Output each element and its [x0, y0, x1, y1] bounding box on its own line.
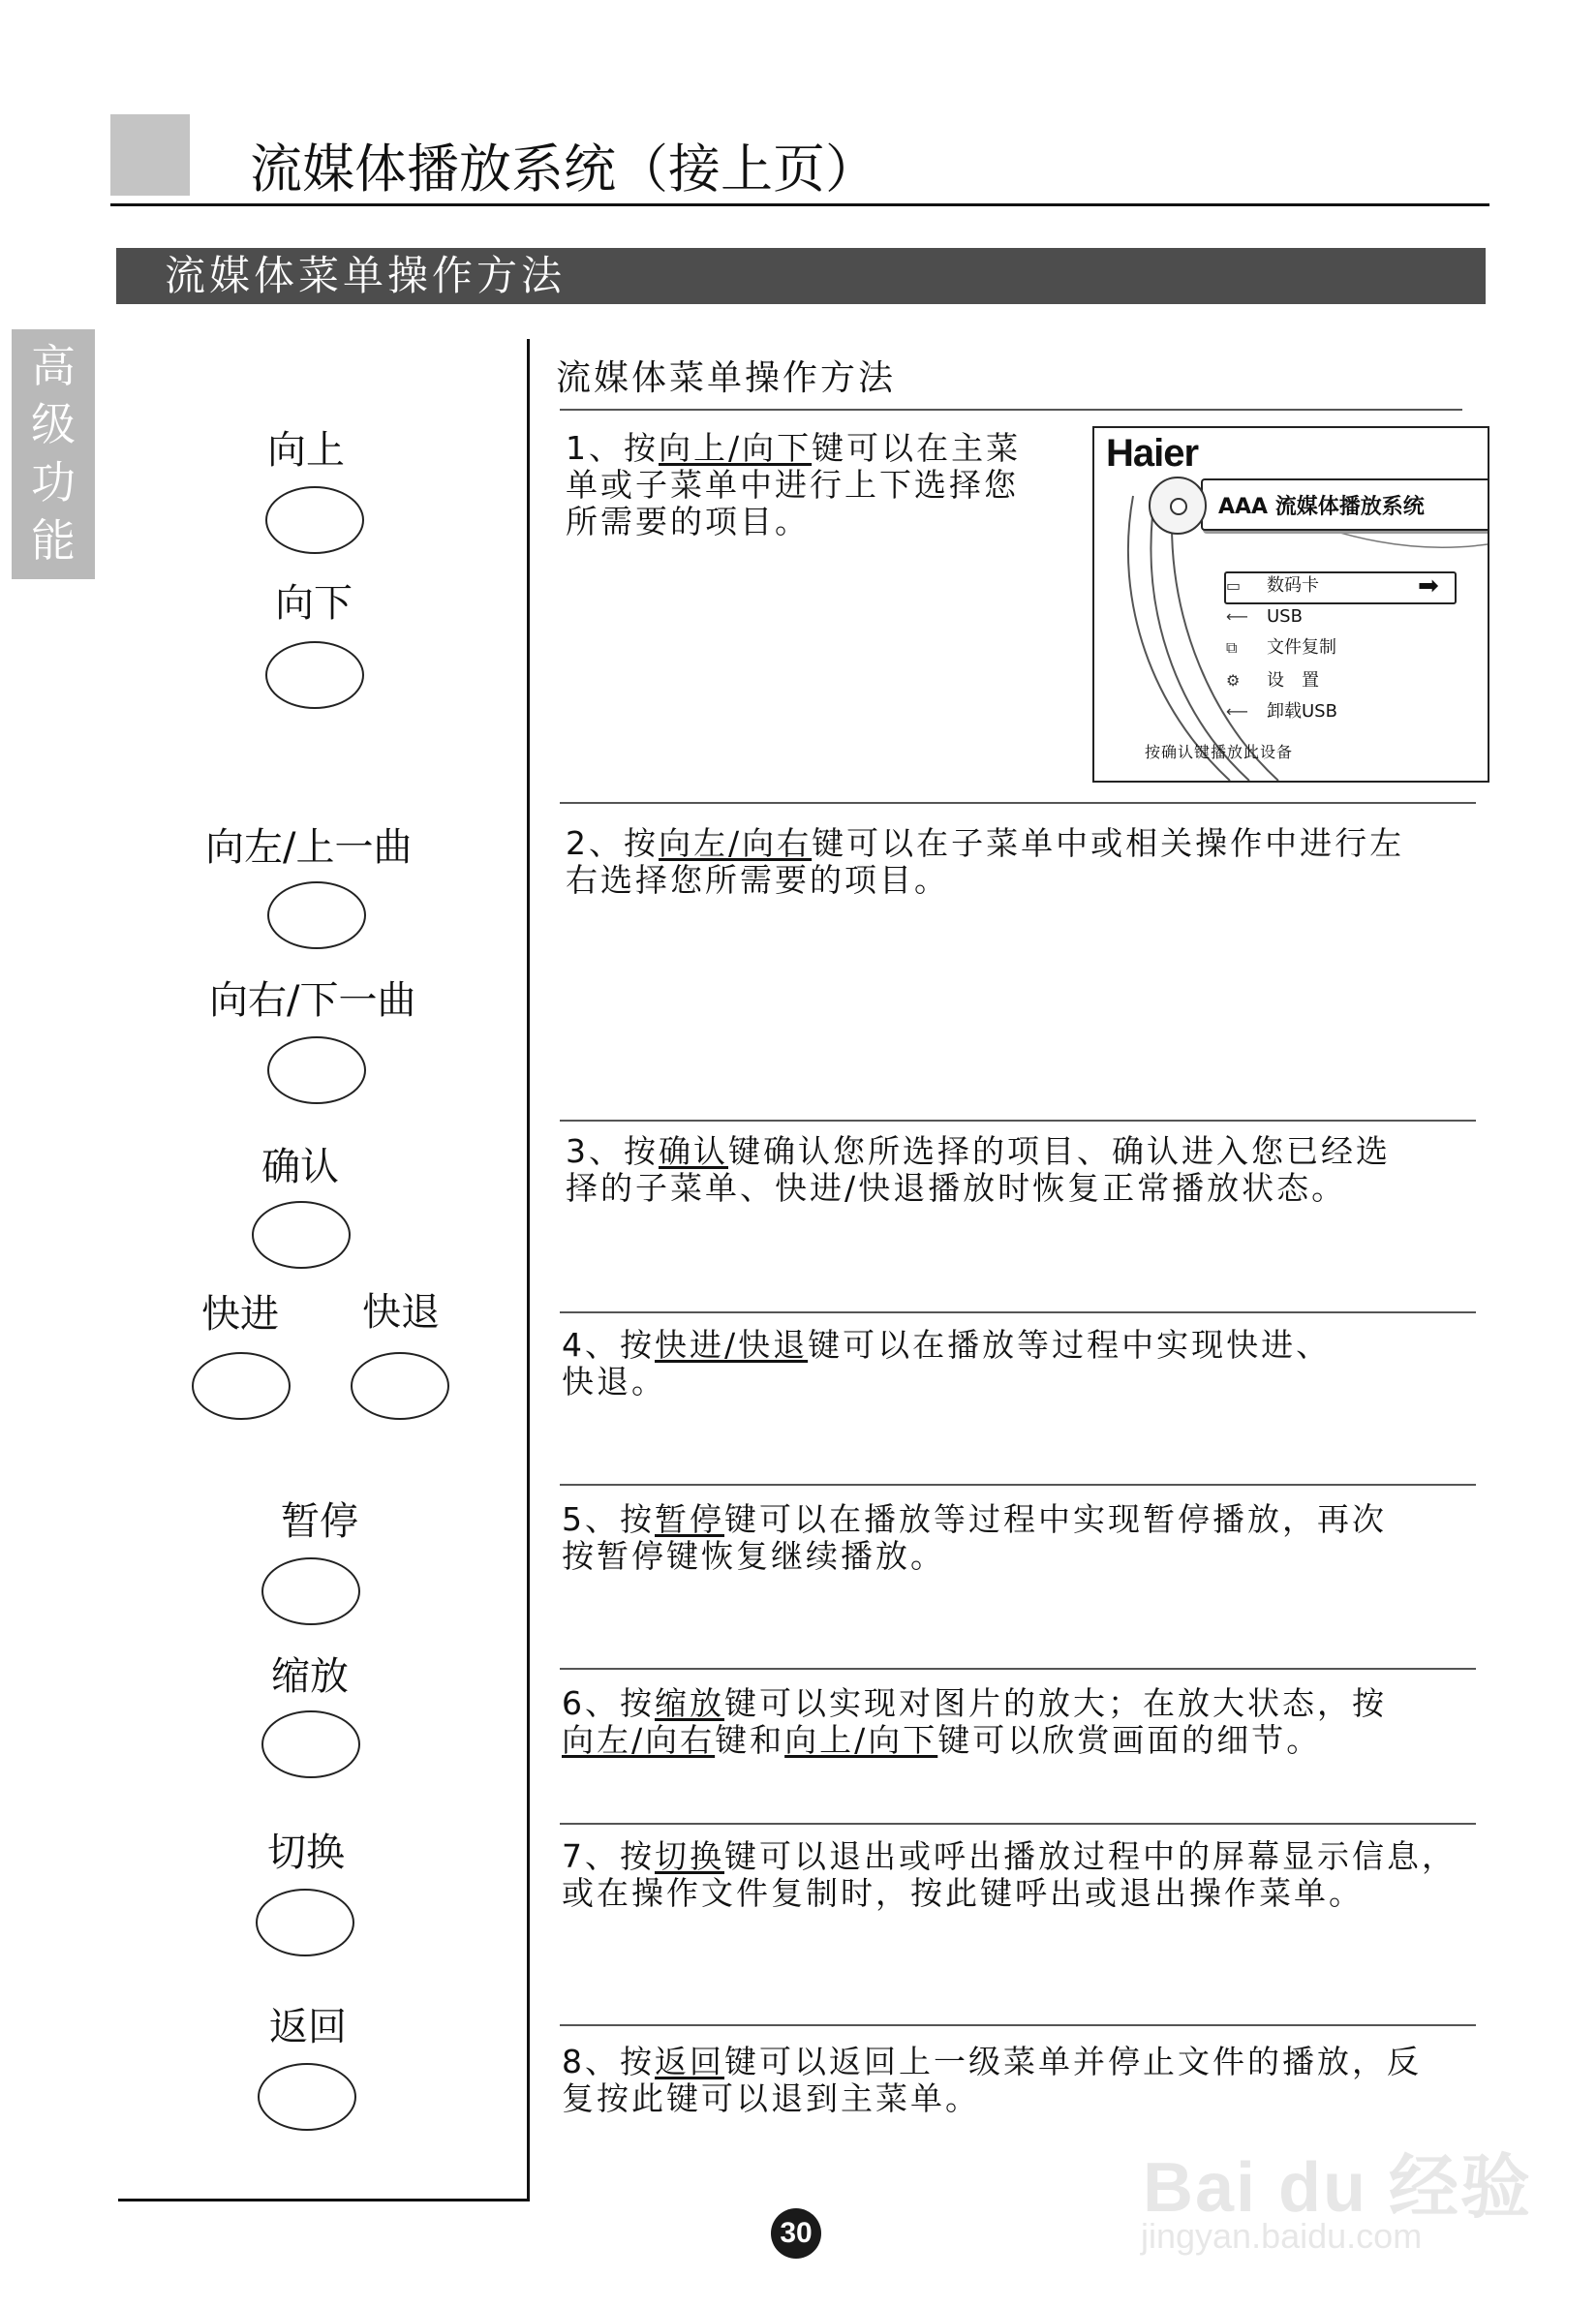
fast-forward-button[interactable]: [192, 1352, 291, 1420]
step-line: [562, 1875, 1457, 1912]
step-text: 键可以退出或呼出播放过程中的屏幕显示信息，: [724, 1837, 1457, 1875]
menu-item[interactable]: [1226, 636, 1336, 660]
step-text: 单或子菜单中进行上下选择您: [566, 466, 1019, 504]
section-title: 流媒体菜单操作方法: [165, 252, 567, 299]
copy-icon: ⧉: [1226, 638, 1238, 657]
menu-item[interactable]: [1226, 574, 1319, 598]
key-name: 暂停: [655, 1500, 724, 1538]
step-line: [562, 1838, 1457, 1875]
pause-button[interactable]: [261, 1557, 360, 1625]
step-text: 键可以欣赏画面的细节。: [937, 1721, 1322, 1759]
page-number: 30: [771, 2208, 821, 2259]
step-text: 4、按: [562, 1326, 655, 1364]
step-4: [562, 1327, 1331, 1401]
step-line: [566, 1170, 1391, 1207]
header-marker: [110, 114, 190, 196]
column-divider: [527, 339, 530, 2201]
divider: [560, 409, 1462, 411]
divider: [560, 1668, 1476, 1670]
key-name: 向左/向右: [562, 1721, 716, 1759]
left-prev-button[interactable]: [267, 881, 366, 949]
button-label-right-next: 向右/下一曲: [209, 978, 416, 1023]
arrow-right-icon: ➡: [1418, 571, 1439, 600]
button-label-return: 返回: [269, 2005, 347, 2049]
side-tab: [12, 329, 95, 579]
menu-item-label: 数码卡: [1267, 575, 1319, 596]
down-button[interactable]: [265, 641, 364, 709]
menu-item[interactable]: [1226, 700, 1337, 723]
button-label-switch: 切换: [267, 1831, 345, 1875]
menu-item-label: USB: [1267, 606, 1303, 627]
baidu-jingyan-watermark: [1114, 2102, 1533, 2266]
step-line: [562, 1327, 1331, 1364]
page-title: 流媒体播放系统（接上页）: [250, 139, 877, 200]
side-tab-char: 级: [31, 398, 76, 450]
divider: [560, 2024, 1476, 2026]
step-line: [562, 1501, 1387, 1538]
step-text: 5、按: [562, 1500, 655, 1538]
step-text: 按暂停键恢复继续播放。: [562, 1537, 945, 1575]
step-1: [566, 430, 1021, 540]
divider: [560, 1823, 1476, 1825]
step-line: [562, 1722, 1387, 1759]
zoom-button[interactable]: [261, 1710, 360, 1778]
watermark-url: jingyan.baidu.com: [1141, 2216, 1423, 2256]
step-text: 快退。: [562, 1363, 666, 1401]
menu-item[interactable]: [1226, 605, 1303, 629]
step-line: [562, 2044, 1422, 2080]
step-text: 择的子菜单、快进/快退播放时恢复正常播放状态。: [566, 1169, 1347, 1207]
step-2: [566, 825, 1404, 899]
rewind-button[interactable]: [351, 1352, 449, 1420]
header-rule: [110, 203, 1489, 206]
button-label-confirm: 确认: [261, 1145, 339, 1189]
watermark-text: Bai du 经验: [1143, 2149, 1533, 2227]
step-text: 复按此键可以退到主菜单。: [562, 2079, 980, 2117]
key-name: 向上/向下: [784, 1721, 938, 1759]
settings-icon: ⚙: [1226, 671, 1241, 690]
haier-logo: Haier: [1106, 432, 1199, 475]
step-3: [566, 1133, 1391, 1207]
button-label-left-prev: 向左/上一曲: [205, 825, 413, 870]
button-label-down: 向下: [275, 581, 353, 626]
menu-screen-mockup: [1092, 426, 1489, 783]
step-line: [566, 862, 1404, 899]
button-label-fast-forward: 快进: [201, 1292, 279, 1337]
confirm-button[interactable]: [252, 1201, 351, 1269]
button-label-up: 向上: [267, 428, 345, 473]
system-title-band: [1201, 478, 1489, 531]
return-button[interactable]: [258, 2063, 356, 2131]
key-name: 快进/快退: [655, 1326, 809, 1364]
up-button[interactable]: [265, 486, 364, 554]
step-line: [562, 1364, 1331, 1401]
key-name: 缩放: [655, 1684, 724, 1722]
disc-icon: [1149, 477, 1207, 535]
step-6: [562, 1685, 1387, 1759]
right-next-button[interactable]: [267, 1036, 366, 1104]
key-name: 确认: [659, 1132, 728, 1170]
card-icon: ▭: [1226, 576, 1242, 595]
step-text: 7、按: [562, 1837, 655, 1875]
menu-item-label: 文件复制: [1267, 637, 1336, 658]
button-label-rewind: 快退: [362, 1290, 440, 1335]
step-line: [566, 504, 1021, 540]
step-line: [562, 1538, 1387, 1575]
bottom-rule: [118, 2199, 530, 2201]
key-name: 向上/向下: [659, 429, 813, 467]
step-text: 键可以实现对图片的放大；在放大状态，按: [724, 1684, 1387, 1722]
step-line: [566, 467, 1021, 504]
step-text: 1、按: [566, 429, 659, 467]
step-text: 键可以在子菜单中或相关操作中进行左: [812, 824, 1405, 862]
side-tab-char: 功: [31, 456, 76, 508]
step-line: [566, 825, 1404, 862]
divider: [560, 802, 1476, 804]
step-line: [566, 430, 1021, 467]
side-tab-char: 能: [31, 514, 76, 567]
step-text: 6、按: [562, 1684, 655, 1722]
menu-item[interactable]: [1226, 669, 1319, 693]
menu-item-label: 卸载USB: [1267, 701, 1337, 722]
step-text: 右选择您所需要的项目。: [566, 861, 949, 899]
step-line: [566, 1133, 1391, 1170]
button-label-pause: 暂停: [281, 1499, 358, 1544]
step-text: 3、按: [566, 1132, 659, 1170]
key-name: 切换: [655, 1837, 724, 1875]
step-text: 或在操作文件复制时，按此键呼出或退出操作菜单。: [562, 1874, 1364, 1912]
step-text: 键可以在播放等过程中实现快进、: [808, 1326, 1332, 1364]
side-tab-char: 高: [31, 340, 76, 392]
step-line: [562, 1685, 1387, 1722]
step-7: [562, 1838, 1457, 1912]
system-title: AAA 流媒体播放系统: [1218, 495, 1425, 519]
step-text: 键可以返回上一级菜单并停止文件的播放，反: [724, 2043, 1422, 2080]
menu-item-label: 设 置: [1267, 670, 1319, 691]
key-name: 返回: [655, 2043, 724, 2080]
divider: [560, 1311, 1476, 1313]
step-5: [562, 1501, 1387, 1575]
step-text: 键确认您所选择的项目、确认进入您已经选: [728, 1132, 1391, 1170]
disc-hole: [1170, 498, 1187, 515]
menu-footer-hint: 按确认键播放此设备: [1145, 743, 1294, 761]
key-name: 向左/向右: [659, 824, 813, 862]
step-text: 键可以在主菜: [812, 429, 1022, 467]
switch-button[interactable]: [256, 1889, 354, 1956]
button-label-zoom: 缩放: [271, 1654, 349, 1699]
content-subtitle: 流媒体菜单操作方法: [556, 358, 897, 398]
usb-icon: ⟵: [1226, 702, 1248, 721]
step-text: 键可以在播放等过程中实现暂停播放，再次: [724, 1500, 1387, 1538]
divider: [560, 1484, 1476, 1486]
divider: [560, 1120, 1476, 1122]
step-text: 所需要的项目。: [566, 503, 810, 540]
step-text: 2、按: [566, 824, 659, 862]
usb-icon: ⟵: [1226, 607, 1248, 626]
step-text: 8、按: [562, 2043, 655, 2080]
step-text: 键和: [715, 1721, 785, 1759]
